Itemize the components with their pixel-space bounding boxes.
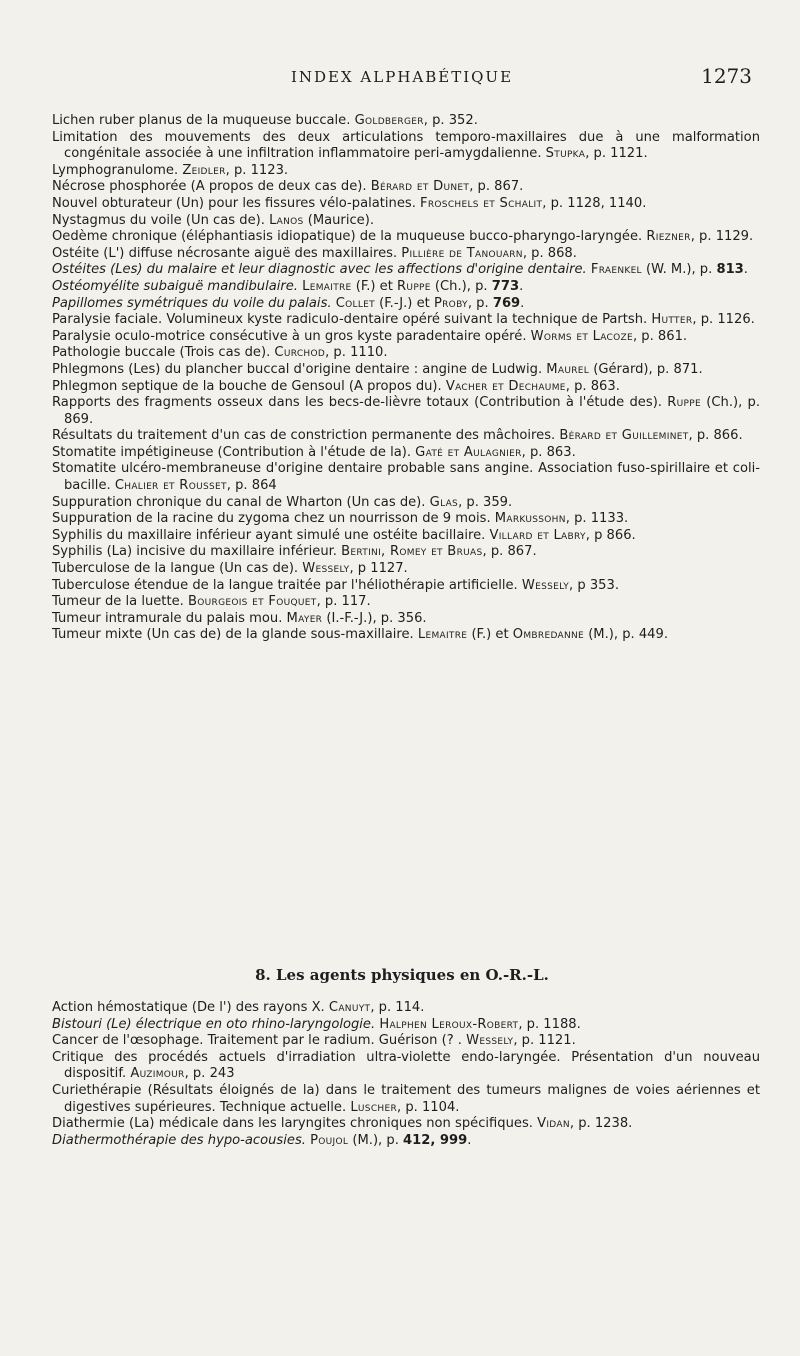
- entry-author: Glas: [429, 494, 459, 510]
- entry-ref: , p. 352.: [423, 113, 478, 128]
- entry-author: Luscher: [350, 1099, 398, 1115]
- entry-ref: , p. 1126.: [692, 312, 755, 328]
- entry-ref: (F.) et: [467, 627, 513, 643]
- entry-page-bold: 813: [716, 262, 744, 278]
- entry-author: Chalier et Rousset: [114, 478, 227, 494]
- entry-title: Curiethérapie (Résultats éloignés de la) dans le traitement des tumeurs malignes de voies aériennes et digestives supérieures. Technique actuelle.: [52, 1082, 760, 1115]
- entry-title: Stomatite impétigineuse (Contribution à l'étude de la).: [52, 444, 416, 460]
- entry-ref: , p. 861.: [632, 328, 688, 344]
- entry-author: Bérard et Dunet: [370, 179, 470, 195]
- entry-author: Hutter: [651, 312, 693, 328]
- entry-author: Wessely: [521, 577, 570, 593]
- entry-ref: , p 866.: [585, 527, 636, 543]
- entry-title: Limitation des mouvements des deux articulations temporo-maxillaires due à une malformation congénitale associée à une infiltration inflammatoire peri-amygdalienne.: [52, 129, 760, 162]
- entry-ref: , p. 1104.: [397, 1099, 460, 1115]
- entry-ref: .: [520, 295, 525, 311]
- entry-page-bold: 412, 999: [403, 1132, 468, 1148]
- entry-ref: (Ch.), p. 869.: [64, 395, 760, 427]
- index-entry: [52, 362, 760, 379]
- page-header: [52, 66, 752, 90]
- entry-ref: .: [743, 262, 748, 278]
- entry-author: Ombredanne: [512, 627, 585, 643]
- index-entry: [52, 495, 760, 512]
- entry-title: Phlegmons (Les) du plancher buccal d'origine dentaire : angine de Ludwig.: [52, 361, 547, 377]
- entry-title-italic: Papillomes symétriques du voile du palais.: [52, 295, 336, 311]
- entry-title: Paralysie faciale. Volumineux kyste radiculo-dentaire opéré suivant la technique de Partsh.: [52, 312, 652, 328]
- entry-author: Wessely: [302, 561, 350, 577]
- entry-author: Froschels et Schalit: [420, 195, 543, 211]
- index-entry: [52, 246, 760, 263]
- index-entry: [52, 130, 760, 163]
- entry-ref: (M.), p. 449.: [584, 627, 668, 643]
- index-entry: [52, 329, 760, 346]
- index-entry: [52, 1133, 760, 1150]
- index-entry: [52, 395, 760, 428]
- entry-ref: , p. 863.: [565, 378, 620, 394]
- entry-author: Wessely: [466, 1033, 514, 1049]
- entry-ref: , p. 867.: [482, 544, 537, 560]
- index-entry: [52, 627, 760, 644]
- entry-title: Paralysie oculo-motrice consécutive à un gros kyste paradentaire opéré.: [52, 328, 531, 344]
- entry-title: Nouvel obturateur (Un) pour les fissures vélo-palatines.: [52, 195, 421, 211]
- entry-author: Vidan: [537, 1116, 570, 1132]
- entry-title-italic: Bistouri (Le) électrique en oto rhino-laryngologie.: [52, 1016, 380, 1032]
- entry-author: Proby: [433, 295, 468, 311]
- entry-title: Pathologie buccale (Trois cas de).: [52, 345, 275, 361]
- entry-author: Fraenkel: [590, 262, 642, 278]
- entry-title-italic: Ostéomyélite subaiguë mandibulaire.: [52, 278, 303, 294]
- entry-title: Syphilis (La) incisive du maxillaire inférieur.: [52, 544, 342, 560]
- index-entry: [52, 229, 760, 246]
- entry-author: Vacher et Dechaume: [445, 378, 566, 394]
- entry-ref: , p. 867.: [469, 179, 524, 195]
- entry-title: Suppuration chronique du canal de Wharton (Un cas de).: [52, 494, 430, 510]
- entry-author: Halphen Leroux-Robert: [379, 1016, 519, 1032]
- entry-ref: , p. 866.: [688, 428, 743, 444]
- index-entry: [52, 312, 760, 329]
- entry-ref: , p. 868.: [522, 245, 577, 261]
- entry-ref: , p. 117.: [316, 594, 371, 610]
- entry-title: Nystagmus du voile (Un cas de).: [52, 212, 270, 228]
- index-entry: [52, 461, 760, 494]
- entry-author: Gaté et Aulagnier: [415, 444, 522, 460]
- entry-title-italic: Ostéites (Les) du malaire et leur diagnostic avec les affections d'origine dentaire.: [52, 262, 591, 278]
- entry-ref: , p. 863.: [521, 444, 576, 460]
- entry-title: Cancer de l'œsophage. Traitement par le radium. Guérison (? .: [52, 1033, 467, 1049]
- page-number: 1273: [701, 64, 752, 88]
- entry-author: Bertini, Romey et Bruas: [341, 544, 483, 560]
- entry-ref: , p.: [467, 295, 493, 311]
- entry-author: Bérard et Guilleminet: [559, 428, 689, 444]
- entry-title: Tuberculose étendue de la langue traitée par l'héliothérapie artificielle.: [52, 577, 522, 593]
- entry-page-bold: 769: [492, 295, 521, 311]
- index-entry: [52, 1083, 760, 1116]
- index-entry: [52, 561, 760, 578]
- index-entry: [52, 1050, 760, 1083]
- entry-author: Lemaitre: [417, 627, 468, 643]
- index-entry: [52, 279, 760, 296]
- entry-author: Collet: [335, 295, 375, 311]
- entry-ref: , p. 114.: [370, 1000, 425, 1015]
- entry-ref: , p. 1133.: [565, 511, 629, 527]
- index-entry: [52, 445, 760, 462]
- entry-ref: (Gérard), p. 871.: [589, 361, 703, 377]
- entry-author: Ruppe: [667, 395, 701, 411]
- entry-ref: , p. 1129.: [690, 229, 754, 245]
- entry-title: Ostéite (L') diffuse nécrosante aiguë des maxillaires.: [52, 245, 402, 261]
- entry-ref: .: [467, 1132, 472, 1148]
- index-entry: [52, 594, 760, 611]
- index-entry: [52, 296, 760, 313]
- index-entry: [52, 379, 760, 396]
- entry-author: Curchod: [274, 345, 326, 361]
- entry-title: Critique des procédés actuels d'irradiation ultra-violette endo-laryngée. Présentation d'un nouveau dispositif.: [52, 1049, 760, 1082]
- index-entry: [52, 196, 760, 213]
- entry-author: Worms et Lacoze: [530, 328, 633, 344]
- entry-ref: (Maurice).: [303, 212, 374, 228]
- index-entry: [52, 345, 760, 362]
- entry-author: Zeidler: [182, 162, 226, 178]
- entry-author: Poujol: [310, 1132, 349, 1148]
- entry-title: Stomatite ulcéro-membraneuse d'origine dentaire probable sans angine. Association fuso-spirillaire et coli-bacille.: [52, 461, 760, 494]
- running-title: INDEX ALPHABÉTIQUE: [290, 68, 514, 86]
- index-entry: [52, 578, 760, 595]
- entry-ref: (I.-F.-J.), p. 356.: [322, 610, 427, 626]
- entry-author: Ruppe: [397, 278, 431, 294]
- entry-author: Goldberger: [354, 113, 424, 128]
- entry-title: Lymphogranulome.: [52, 162, 183, 178]
- index-entry: [52, 511, 760, 528]
- index-entry: [52, 1000, 760, 1017]
- entry-author: Maurel: [546, 361, 590, 377]
- index-entry: [52, 262, 760, 279]
- entry-author: Canuyt: [328, 1000, 371, 1015]
- section-heading: 8. Les agents physiques en O.-R.-L.: [255, 966, 549, 984]
- index-entry: [52, 1116, 760, 1133]
- entry-ref: , p. 243: [184, 1066, 235, 1082]
- entry-ref: , p. 1110.: [325, 345, 388, 361]
- entry-ref: , p. 864: [226, 478, 277, 494]
- entry-title: Rapports des fragments osseux dans les becs-de-lièvre totaux (Contribution à l'étude des).: [52, 395, 668, 411]
- entry-author: Riezner: [646, 229, 691, 245]
- entry-title: Tumeur mixte (Un cas de) de la glande sous-maxillaire.: [52, 627, 418, 643]
- entry-ref: , p. 1188.: [518, 1016, 581, 1032]
- entry-ref: (F.-J.) et: [374, 295, 434, 311]
- entry-ref: (M.), p.: [348, 1132, 404, 1148]
- entry-ref: .: [519, 278, 524, 294]
- entry-ref: , p. 1123.: [225, 162, 289, 178]
- entry-title: Syphilis du maxillaire inférieur ayant simulé une ostéite bacillaire.: [52, 527, 490, 543]
- entry-title: Oedème chronique (éléphantiasis idiopatique) de la muqueuse bucco-pharyngo-laryngée.: [52, 229, 647, 245]
- entry-page-bold: 773: [491, 278, 520, 294]
- index-entry: [52, 528, 760, 545]
- index-entry: [52, 1017, 760, 1034]
- index-section-oral-pathology: [52, 113, 760, 644]
- index-entry: [52, 544, 760, 561]
- index-entry: [52, 1033, 760, 1050]
- entry-ref: (Ch.), p.: [430, 278, 492, 294]
- entry-title: Nécrose phosphorée (A propos de deux cas de).: [52, 179, 371, 195]
- index-section-physical-agents: [52, 1000, 760, 1149]
- entry-title: Tumeur de la luette.: [52, 594, 188, 610]
- index-entry: [52, 611, 760, 628]
- entry-title: Action hémostatique (De l') des rayons X.: [52, 1000, 329, 1015]
- entry-title-italic: Diathermothérapie des hypo-acousies.: [52, 1132, 311, 1148]
- entry-author: Auzimour: [130, 1066, 185, 1082]
- entry-title: Tumeur intramurale du palais mou.: [52, 610, 287, 626]
- entry-title: Tuberculose de la langue (Un cas de).: [52, 561, 303, 577]
- entry-ref: (F.) et: [351, 278, 398, 294]
- entry-ref: (W. M.), p.: [641, 262, 717, 278]
- entry-ref: , p. 359.: [458, 494, 513, 510]
- entry-author: Markussohn: [494, 511, 566, 527]
- index-entry: [52, 179, 760, 196]
- entry-ref: , p. 1121.: [585, 146, 648, 162]
- index-entry: [52, 213, 760, 230]
- entry-ref: , p. 1128, 1140.: [542, 195, 647, 211]
- entry-author: Bourgeois et Fouquet: [187, 594, 317, 610]
- index-entry: [52, 113, 760, 130]
- entry-author: Mayer: [286, 610, 323, 626]
- entry-title: Résultats du traitement d'un cas de constriction permanente des mâchoires.: [52, 428, 560, 444]
- entry-ref: , p. 1238.: [569, 1116, 633, 1132]
- index-entry: [52, 163, 760, 180]
- entry-author: Lanos: [269, 212, 304, 228]
- entry-author: Lemaitre: [302, 278, 352, 294]
- index-entry: [52, 428, 760, 445]
- entry-ref: , p 353.: [569, 577, 619, 593]
- entry-title: Lichen ruber planus de la muqueuse buccale.: [52, 113, 355, 128]
- entry-ref: , p. 1121.: [513, 1033, 576, 1049]
- entry-author: Villard et Labry: [489, 527, 586, 543]
- entry-author: Pillière de Tanouarn: [401, 245, 523, 261]
- entry-title: Diathermie (La) médicale dans les laryngites chroniques non spécifiques.: [52, 1116, 538, 1132]
- entry-ref: , p 1127.: [349, 561, 408, 577]
- entry-title: Phlegmon septique de la bouche de Gensoul (A propos du).: [52, 378, 446, 394]
- entry-author: Stupka: [545, 146, 586, 162]
- entry-title: Suppuration de la racine du zygoma chez un nourrisson de 9 mois.: [52, 511, 495, 527]
